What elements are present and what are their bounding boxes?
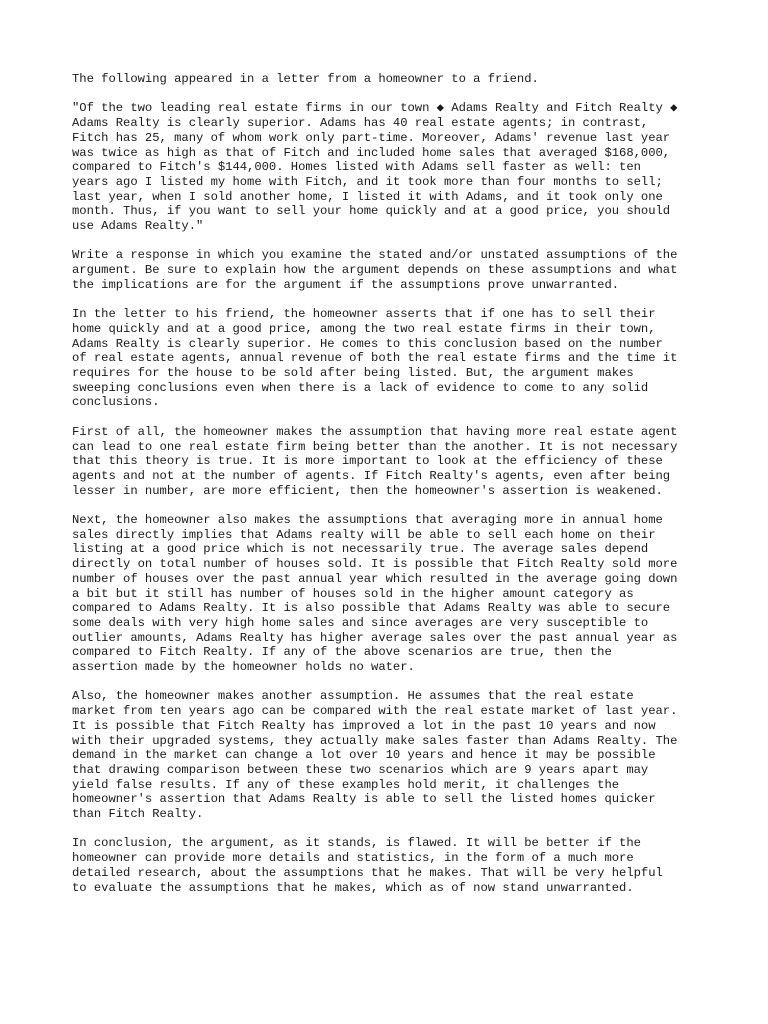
quoted-argument: "Of the two leading real estate firms in our town ◆ Adams Realty and Fitch Realty ◆ Adams Realty is clearly superior. Adams has 40 real estate agents; in contrast, Fitch has 25, many of whom work only part-time. Moreover, Adams' revenue last year was twice as high as that of Fitch and included home sales that averaged $168,000, compared to Fitch's $144,000. Homes listed with Adams sell faster as well: ten years ago I listed my home with Fitch, and it took more than four months to sell; last year, when I sold another home, I listed it with Adams, and it took only one month. Thus, if you want to sell your home quickly and at a good price, you should use Adams Realty." (72, 101, 678, 234)
response-second-assumption: Next, the homeowner also makes the assumptions that averaging more in annual home sales directly implies that Adams realty will be able to sell each home on their listing at a good price which is not necessarily true. The average sales depend directly on total number of houses sold. It is possible that Fitch Realty sold more number of houses over the past annual year which resulted in the average going down a bit but it still has number of houses sold in the higher amount category as compared to Adams Realty. It is also possible that Adams Realty was able to secure some deals with very high home sales and since averages are very susceptible to outlier amounts, Adams Realty has higher average sales over the past annual year as compared to Fitch Realty. If any of the above scenarios are true, then the assertion made by the homeowner holds no water. (72, 513, 678, 675)
response-conclusion: In conclusion, the argument, as it stands, is flawed. It will be better if the homeowner can provide more details and statistics, in the form of a much more detailed research, about the assumptions that he makes. That will be very helpful to evaluate the assumptions that he makes, which as of now stand unwarranted. (72, 836, 663, 895)
response-first-assumption: First of all, the homeowner makes the assumption that having more real estate agent can lead to one real estate firm being better than the another. It is not necessary that this theory is true. It is more important to look at the efficiency of these agents and not at the number of agents. If Fitch Realty's agents, even after being lesser in number, are more efficient, then the homeowner's assertion is weakened. (72, 424, 678, 498)
intro-line: The following appeared in a letter from a homeowner to a friend. (72, 72, 539, 86)
document-page (72, 72, 712, 910)
task-instructions: Write a response in which you examine the stated and/or unstated assumptions of the argument. Be sure to explain how the argument depends on these assumptions and what the implications are for the argument if the assumptions prove unwarranted. (72, 248, 678, 292)
response-third-assumption: Also, the homeowner makes another assumption. He assumes that the real estate market from ten years ago can be compared with the real estate market of last year. It is possible that Fitch Realty has improved a lot in the past 10 years and now with their upgraded systems, they actually make sales faster than Adams Realty. The demand in the market can change a lot over 10 years and hence it may be possible that drawing comparison between these two scenarios which are 9 years apart may yield false results. If any of these examples hold merit, it challenges the homeowner's assertion that Adams Realty is able to sell the listed homes quicker than Fitch Realty. (72, 689, 678, 822)
response-introduction: In the letter to his friend, the homeowner asserts that if one has to sell their home quickly and at a good price, among the two real estate firms in their town, Adams Realty is clearly superior. He comes to this conclusion based on the number of real estate agents, annual revenue of both the real estate firms and the time it requires for the house to be sold after being listed. But, the argument makes sweeping conclusions even when there is a lack of evidence to come to any solid conclusions. (72, 307, 678, 410)
